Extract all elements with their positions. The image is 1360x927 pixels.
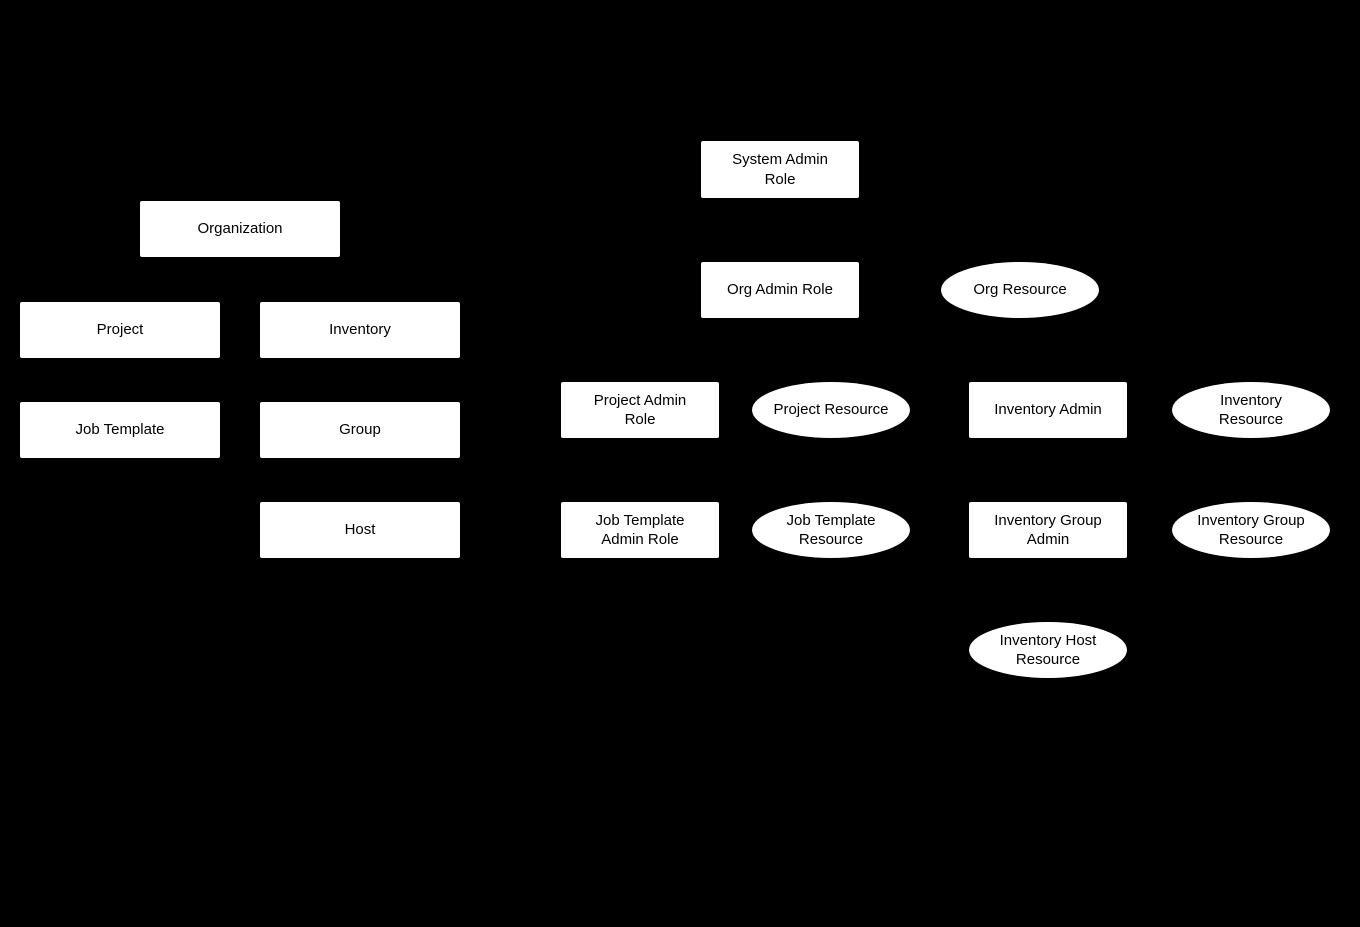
- node-label: Job Template Admin Role: [595, 511, 685, 548]
- node-label: Group: [339, 421, 381, 439]
- node-label: Inventory Admin: [994, 401, 1102, 419]
- node-label: Org Admin Role: [727, 281, 833, 299]
- node-organization[interactable]: [140, 201, 340, 257]
- node-project[interactable]: [20, 302, 220, 358]
- node-label: Inventory Group Resource: [1197, 511, 1305, 548]
- node-label: Project Resource: [773, 401, 889, 419]
- node-label: Job Template Resource: [786, 511, 876, 548]
- node-label: Org Resource: [973, 281, 1067, 299]
- node-label: Inventory Resource: [1218, 391, 1284, 428]
- node-inventory-resource[interactable]: [1172, 382, 1330, 438]
- node-inventory-admin[interactable]: [969, 382, 1127, 438]
- node-inventory-group-resource[interactable]: [1172, 502, 1330, 558]
- node-label: Inventory: [329, 321, 391, 339]
- node-inventory[interactable]: [260, 302, 460, 358]
- node-label: Inventory Group Admin: [994, 511, 1102, 548]
- node-label: Job Template: [75, 421, 165, 439]
- node-org-resource[interactable]: [941, 262, 1099, 318]
- node-project-resource[interactable]: [752, 382, 910, 438]
- node-group[interactable]: [260, 402, 460, 458]
- node-host[interactable]: [260, 502, 460, 558]
- node-label: Host: [344, 521, 376, 539]
- node-label: Organization: [197, 220, 283, 238]
- node-job-template[interactable]: [20, 402, 220, 458]
- node-job-template-resource[interactable]: [752, 502, 910, 558]
- node-label: Project: [96, 321, 144, 339]
- node-inventory-group-admin[interactable]: [969, 502, 1127, 558]
- node-system-admin-role[interactable]: [701, 141, 859, 198]
- node-label: System Admin Role: [732, 151, 828, 188]
- node-label: Inventory Host Resource: [999, 631, 1097, 668]
- node-job-template-admin-role[interactable]: [561, 502, 719, 558]
- node-project-admin-role[interactable]: [561, 382, 719, 438]
- node-inventory-host-resource[interactable]: [969, 622, 1127, 678]
- node-label: Project Admin Role: [593, 391, 687, 428]
- node-org-admin-role[interactable]: [701, 262, 859, 318]
